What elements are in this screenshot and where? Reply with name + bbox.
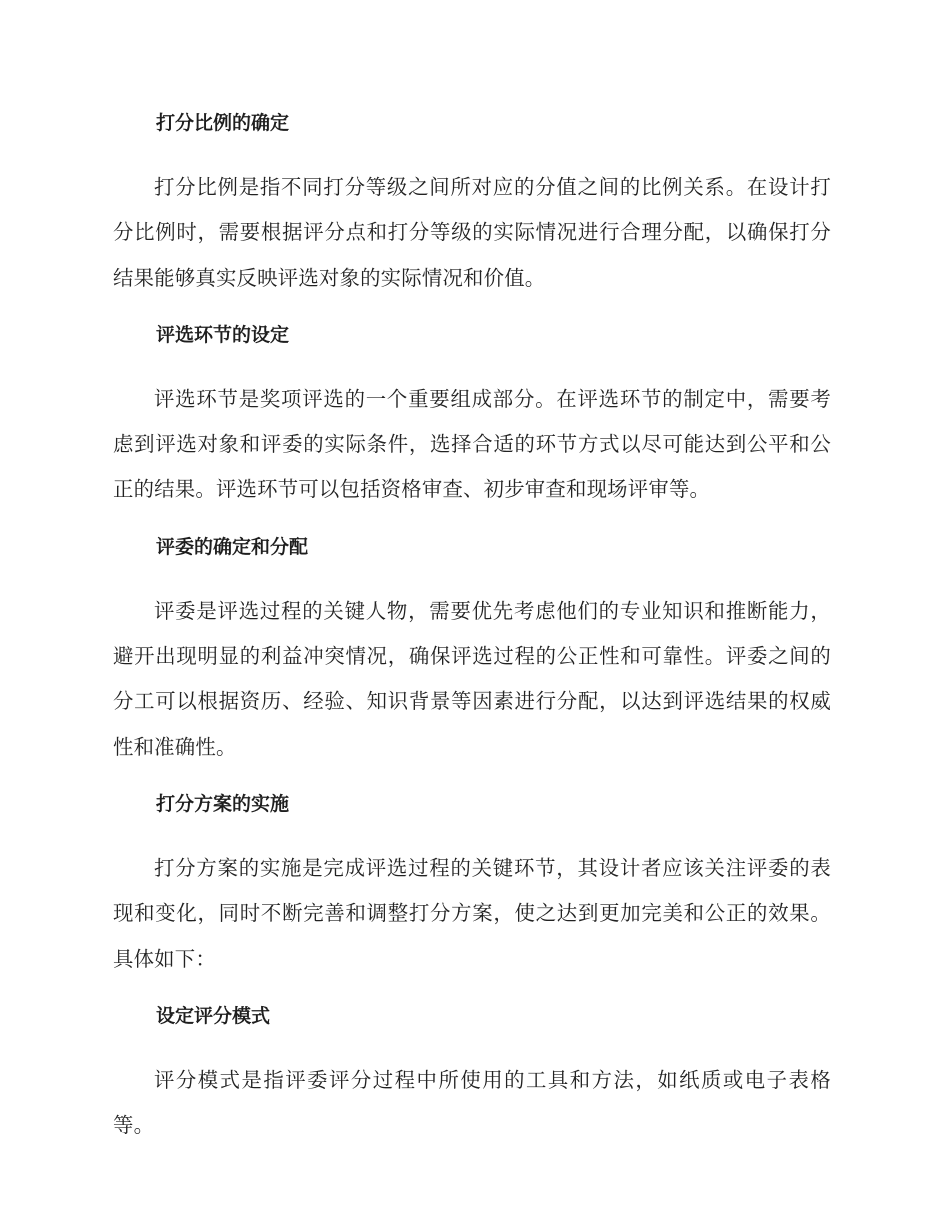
section-heading: 设定评分模式 <box>156 1004 271 1027</box>
document-page <box>113 108 831 1167</box>
section-heading: 评委的确定和分配 <box>156 535 309 558</box>
section-heading: 打分比例的确定 <box>156 112 290 134</box>
section-paragraph: 打分方案的实施是完成评选过程的关键环节，其设计者应该关注评委的表现和变化，同时不断完善和调整打分方案，使之达到更加完美和公正的效果。具体如下： <box>113 855 831 971</box>
section-heading: 评选环节的设定 <box>156 323 290 346</box>
section-heading: 打分方案的实施 <box>156 792 290 815</box>
section-paragraph: 评分模式是指评委评分过程中所使用的工具和方法，如纸质或电子表格等。 <box>113 1067 831 1138</box>
section-paragraph: 打分比例是指不同打分等级之间所对应的分值之间的比例关系。在设计打分比例时，需要根据评分点和打分等级的实际情况进行合理分配，以确保打分结果能够真实反映评选对象的实际情况和价值。 <box>113 175 831 290</box>
section-paragraph: 评选环节是奖项评选的一个重要组成部分。在评选环节的制定中，需要考虑到评选对象和评委的实际条件，选择合适的环节方式以尽可能达到公平和公正的结果。评选环节可以包括资格审查、初步审查和现场评审等。 <box>113 386 831 502</box>
section-paragraph: 评委是评选过程的关键人物，需要优先考虑他们的专业知识和推断能力，避开出现明显的利益冲突情况，确保评选过程的公正性和可靠性。评委之间的分工可以根据资历、经验、知识背景等因素进行分配，以达到评选结果的权威性和准确性。 <box>113 598 831 759</box>
